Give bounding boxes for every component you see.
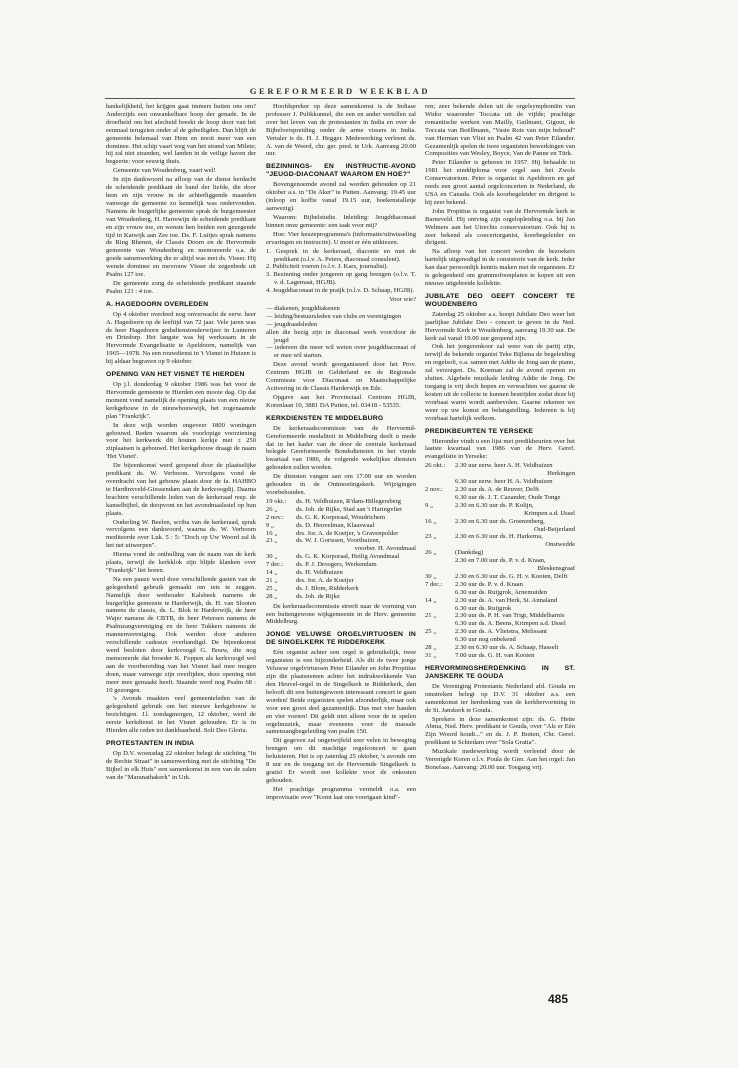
schedule-row	[266, 530, 416, 538]
article-heading: PREDIKBEURTEN TE YERSEKE	[425, 427, 534, 435]
schedule-row	[425, 518, 575, 526]
schedule-entry: 2.30 en 6.30 uur ds. P. Kolijn,	[455, 501, 534, 509]
subheading: Voor wie?	[389, 296, 416, 304]
schedule-row	[425, 541, 575, 549]
list-item: 3. Bezinning onder jongeren op gang brengen (o.l.v. T. v. d. Lagemaat, HGJB).	[266, 271, 416, 287]
paragraph: Op 4 oktober overleed nog onverwacht de eerw. heer A. Hagedoorn op de leeftijd van 72 jaar. Vele jaren was de heer Hagedoorn godsdienstonderwijzer in Lunteren en Driedorp. Het langste was hij werkzaam in de Hervormde Evangelisatie te Apeldoorn, namelijk van 1965—1978. Na een rouwdienst in 't Visnet in Huizen is hij aldaar begraven op 9 oktober.	[106, 310, 256, 366]
schedule-date: 9 „	[266, 521, 274, 529]
page-number: 485	[548, 992, 569, 1006]
paragraph: hankelijkheid, het krijgen gaat immers buiten ons om? Anderzijds een onwankelbare hoop der genade. In de droefheid om het afscheid breekt de hoop door van het eenmaal terugzien onder al de geheiligden. Dan blijft de gemeente helemaal van Hem en nooit meer van een dominee. Het schip vaart weg van het strand van Milete; hij zal niet stranden, wel landen in de veilige haven der begeerte: voor eeuwig thuis.	[106, 103, 256, 166]
schedule-row	[266, 577, 416, 585]
paragraph: Waarom: Bijbelstudie. Inleiding: Jeugddiaconaat binnen onze gemeente: een taak voor mij?	[266, 213, 416, 229]
paragraph: Deze avond wordt georganiseerd door het Prov. Centrum HGJB in Gelderland en de Regionale Commissie voor Diaconaat en Maatschappelijke Activering in de Classis Harderwijk en Ede.	[266, 361, 416, 392]
paragraph: Opgave aan het Provinciaal Centrum HGJB, Korenlaan 10, 3881 DA Putten, tel. 03418 - 53535.	[266, 393, 416, 409]
schedule-date: 28 „	[425, 644, 437, 652]
schedule-date: 16 „	[425, 517, 437, 525]
schedule-date	[425, 470, 455, 478]
column-1	[106, 103, 256, 783]
list-item: — iedereen die meer wil weten over jeugddiaconaat of er mee wil starten.	[266, 344, 416, 360]
masthead: GEREFORMEERD WEEKBLAD	[249, 86, 431, 96]
schedule-row	[425, 652, 575, 660]
schedule-entry: Herkingen	[547, 470, 575, 478]
paragraph: 's Avonds maakten veel gemeenteleden van de gelegenheid gebruik om het nieuwe kerkgebouw te bezichtigen. J.l. zondagmorgen, 12 oktober, werd de eerste kerkdienst in het Visnet gehouden. Er is in Hierden alle reden tot dankbaarheid. Soli Deo Gloria.	[106, 695, 256, 735]
paragraph: De gemeente zong de scheidende predikant staande Psalm 121 : 4 toe.	[106, 279, 256, 295]
schedule-date: 2 nov.:	[425, 485, 443, 493]
article-heading: HERVORMINGSHERDENKING IN ST. JANSKERK TE GOUDA	[425, 664, 575, 680]
schedule-entry: 2.30 en 6.30 uur ds. A. Schaap, Hasselt	[455, 644, 559, 652]
schedule-date	[425, 494, 455, 502]
schedule-date: 25 „	[425, 628, 437, 636]
schedule-entry: 2.30 en 6.30 uur ds. G. H. v. Kooten, Delft	[455, 572, 568, 580]
schedule-entry: Krimpen a.d. IJssel	[524, 509, 575, 517]
schedule-date	[425, 541, 455, 549]
schedule-date	[425, 565, 455, 573]
paragraph: Het prachtige programma vermeldt o.a. een improvisatie over "Komt laat ons voortgaan kind"-	[266, 785, 416, 801]
schedule-entry: 2.30 en 7.00 uur ds. P. v. d. Kraan,	[455, 557, 546, 565]
paragraph: Muzikale medewerking wordt verleend door de Verenigde Koren o.l.v. Poula de Gier. Aan het orgel: Jan Bonefaas. Aanvang: 20.00 uur. Toegang vrij.	[425, 748, 575, 771]
paragraph: De diensten vangen aan om 17.00 uur en worden gehouden in de Ontmoetingskerk. Wijzigingen voorbehouden.	[266, 473, 416, 496]
article-heading: JUBILATE DEO GEEFT CONCERT TE WOUDENBERG	[425, 292, 575, 308]
schedule-date: 26 okt.:	[425, 462, 446, 470]
schedule-row	[425, 612, 575, 620]
article-heading: BEZINNINGS- EN INSTRUCTIE-AVOND "JEUGD-DIACONAAT WAAROM EN HOE?"	[266, 163, 416, 179]
schedule-entry: 2.30 uur ds. A. Vlietstra, Melissant	[455, 628, 548, 636]
schedule-date: 14 „	[425, 596, 437, 604]
schedule-entry: 2.30 uur ds. A. de Reuver, Delft	[455, 485, 539, 493]
schedule-entry: 6.30 uur eerw. heer H. A. Veldhuizen	[455, 478, 553, 486]
paragraph: Na een pauze werd door verschillende gasten van de gelegenheid gebruik gemaakt om iets te zeggen. Namelijk door wethouder Kalsbeek namens de burgerlijke gemeente te Harderwijk, ds. H. van Slooten namens de classis, ds. L. Blok te Harderwijk, de heer Wajer namens de CBTB, de heer Petersen namens de Psalmzangvereniging en de heer Tukkers namens de mannenvereniging. Ook werden door anderen verschillende cadeaux overhandigd. De bijeenkomst werd besloten door kerkvoogd G. Bouw, die nog memoreerde dat broeder K. Foppen als kerkvoogd wel aan de voorbereiding van het Visnet had mee mogen doen, maar vanwege zijn overlijden, deze opening niet meer mee gemaakt heeft. Staande werd nog Psalm 68 : 10 gezongen.	[106, 575, 256, 694]
schedule-row	[425, 589, 575, 597]
paragraph: ren; zeer bekende delen uit de orgelsymphoniën van Widor waaronder Toccata uit de vijfde; prachtige romantische werken van Mailly, Guilmant, Gigout, de Toccata van Boëllmann, "Vaste Rots van mijn behoud" van Herman van Vliet en Psalm 42 van Peter Eilander. Gezamenlijk spelen de twee organisten bewerkingen van Composities van Wesley, Boyce, Van de Panne en Türk.	[425, 103, 575, 158]
schedule-entry: 2.30 uur ds. P. H. van Trigt, Middelharnis	[455, 612, 565, 620]
schedule-date: 31 „	[425, 652, 437, 659]
list-item: — jeugdraadsleden	[266, 320, 318, 328]
schedule-entry: 7.00 uur ds. G. H. van Kooten	[455, 652, 535, 659]
schedule-date	[425, 620, 455, 628]
paragraph: Hoe: Vier keuzeprogramma's (informatie/uitwisseling ervaringen en instructie). U moet er één uitkiezen.	[266, 230, 416, 246]
schedule-date: 16 „	[266, 529, 278, 537]
article-heading: A. HAGEDOORN OVERLEDEN	[106, 300, 209, 308]
schedule-entry: 2.30 uur ds. A. van Herk, St. Annaland	[455, 596, 558, 604]
list-item: allen die bezig zijn in diaconaal werk voor/door de jeugd	[266, 328, 416, 344]
paragraph: Dit gegeven zal ongetwijfeld zeer velen in beweging brengen om dit machtige orgelconcert te gaan beluisteren. Het is op zaterdag 25 oktober, 's avonds om 8 uur en de toegang tot de Hervormde Singelkerk is gratis! Er wordt een kollekte voor de onkosten gehouden.	[266, 737, 416, 784]
schedule-row	[266, 522, 416, 530]
article-heading: PROTESTANTEN IN INDIA	[106, 739, 195, 747]
paragraph: De Vereniging Protestants Nederland afd. Gouda en omstreken belegt op D.V. 31 oktober a.s. een samenkomst ter herdenking van de kerkhervorming in de St. Janskerk te Gouda.	[425, 682, 575, 714]
schedule-entry: 2.30 uur eerw. heer A. H. Veldhuizen	[455, 462, 553, 470]
paragraph: Hieronder vindt u een lijst met predikbeurten over het laatste kwartaal van 1986 van de Herv. Geref. evangelistie in Yerseke:	[425, 437, 575, 461]
paragraph: Hoofdspreker op deze samenkomst is de Indiase professor J. Pulikkunnel, die een en ander vertellen zal over het leven van de protestanten in India en over de Bijbelverspreiding onder de arme vissers in India. Vertaler is ds. H. J. Hegger. Medewerking verleent ds. A. van de Weerd, chr. ger. pred. te Urk. Aanvang 20.00 uur.	[266, 103, 416, 158]
schedule-entry: ds. J. Blom, Ridderkerk	[296, 584, 359, 592]
schedule-row	[425, 510, 575, 518]
schedule-entry: 6.30 uur ds. A. Beens, Krimpen a.d. IJssel	[455, 620, 566, 628]
article-heading: OPENING VAN HET VISNET TE HIERDEN	[106, 371, 245, 379]
schedule-row	[266, 561, 416, 569]
schedule-row	[266, 593, 416, 601]
schedule-entry: Oud-Beijerland	[533, 525, 575, 533]
paragraph: Eén organist achter een orgel is gebruikelijk, twee organisten is een bijzonderheid. Als dit de twee jonge Veluwse orgelvirtuosen Peter Eilander en John Propitius zijn die plaatsnemen achter het indrukwekkende Van den Heuvel-orgel in de Singelkerk te Ridderkerk, dan belooft dit een buitengewoon interessant concert te gaan worden! Beide organisten spelen afzonderlijk, maar ook voor een groot deel gezamenlijk. Dus met vier handen en vier voeten! Dit geldt niet alleen voor de te spelen orgelmuziek, maar eveneens voor de massale samenzangbegeleiding van psalm 150.	[266, 649, 416, 736]
list-item: 2. Publiciteit voeren (o.l.v. J. Kars, journalist).	[266, 263, 389, 271]
schedule-entry: ds. G. K. Korporaal, Woudrichem	[296, 513, 386, 521]
column-3	[425, 103, 575, 773]
schedule-row	[425, 605, 575, 613]
schedule-date	[425, 557, 455, 565]
schedule-date	[425, 636, 455, 644]
schedule-date	[425, 478, 455, 486]
service-schedule	[266, 498, 416, 601]
list-item: 1. Gesprek in de kerkeraad, diaconie en met de predikant (o.l.v. A. Peters, diaconaal consulent).	[266, 247, 416, 263]
schedule-row	[425, 557, 575, 565]
paragraph: Peter Eilander is geboren in 1957. Hij behaalde in 1981 het einddiploma voor orgel aan het Zwols Conservatorium. Peter is organist in Apeldoorn en gaf reeds een groot aantal orgelconcerten in Nederland, de USA en Canada. Ook als koorbegeleider en dirigent is hij zeer bekend.	[425, 159, 575, 206]
schedule-date: 23 „	[425, 533, 437, 541]
schedule-row	[266, 585, 416, 593]
paragraph: De kerkeraadscommissie van de Hervormd-Gereformeerde modaliteit in Middelburg deelt u mede dat in het kader van de door de centrale kerkeraad belegde Gereformeerde Bondsdiensten in het vierde kwartaal van 1986, de volgende wekelijkse diensten gehouden zullen worden.	[266, 424, 416, 472]
masthead-rule	[105, 98, 575, 99]
schedule-row	[425, 470, 575, 478]
schedule-row	[266, 498, 416, 506]
schedule-date: 7 dec.:	[425, 580, 443, 588]
article-heading: JONGE VELUWSE ORGELVIRTUOSEN IN DE SINGELKERK TE RIDDERKERK	[266, 631, 416, 647]
schedule-entry: 6.30 uur ds. Ruijgrok	[455, 604, 512, 612]
schedule-entry: ds. H. Veldhuizen, R'dam-Hillegersberg	[296, 497, 401, 505]
schedule-date: 26 „	[425, 549, 437, 557]
schedule-date	[425, 526, 455, 534]
schedule-entry: 6.30 uur ds. Ruijgrok, Arnemuiden	[455, 588, 548, 596]
schedule-row	[425, 549, 575, 557]
paragraph: In deze wijk worden ongeveer 1800 woningen gebouwd. Reden waarom als voorlopige voorziening voor het kerkwerk dit houten kerkje met ± 250 zitplaatsen is gebouwd. Het kerkgebouw draagt de naam 'Het Visnet'.	[106, 421, 256, 461]
schedule-entry: voorber. H. Avondmaal	[354, 545, 416, 553]
paragraph: De bijeenkomst werd geopend door de plaatselijke predikant ds. W. Verboom. Vervolgens vond de overdracht van het gebouw plaats door de fa. HAHBO te Hardinxveld-Giessendam aan de kerkvoogdij. Daarna brachten verschillende leden van de kerkeraad resp. de kanselbijbel, de doopvont en het avondmaalsstel op hun plaats.	[106, 462, 256, 517]
schedule-date: 25 „	[266, 584, 278, 592]
schedule-date	[425, 605, 455, 613]
schedule-entry: drs. Jor. A. de Koeijer	[296, 576, 354, 584]
schedule-date: 23 „	[266, 537, 278, 545]
paragraph: Ouderling W. Beelen, scriba van de kerkeraad, sprak vervolgens een dankwoord, waarna ds. W. Verboom mediteerde over Luk. 5 : 5: "Doch op Uw Woord zal ik het net uitwerpen".	[106, 518, 256, 550]
schedule-row	[425, 636, 575, 644]
schedule-row	[425, 573, 575, 581]
schedule-entry: ds. Joh. de Rijke, Stad aan 't Haringvliet	[296, 505, 402, 513]
schedule-date	[425, 510, 455, 518]
schedule-entry: ds. H. Veldhuizen	[296, 569, 343, 577]
schedule-date: 30 „	[266, 553, 278, 561]
list-item: — leiding/bestuursleden van clubs en verenigingen	[266, 312, 402, 320]
schedule-row	[425, 526, 575, 534]
schedule-entry: ds. G. K. Korporaal, Heilig Avondmaal	[296, 553, 400, 561]
schedule-entry: 2.30 uur ds. P. v. d. Kraan	[455, 580, 523, 588]
schedule-entry: 6.30 uur ds. J. T. Cazander, Oude Tonge	[455, 493, 561, 501]
schedule-date: 26 „	[266, 505, 278, 513]
audience-list	[266, 305, 416, 360]
schedule-entry: ds. D. Heuvelman, Klaaswaal	[296, 521, 375, 529]
schedule-entry: 2.30 en 6.30 uur ds. Groenenberg,	[455, 517, 545, 525]
schedule-entry: Bleskensgraaf	[537, 565, 575, 573]
paragraph: Bovengenoemde avond zal worden gehouden op 21 oktober a.s. in "De Aker" te Putten. Aanvang: 19.45 uur (inloop en koffie vanaf 19.15 uur, boekenstalletje aanwezig).	[266, 181, 416, 213]
schedule-row	[425, 565, 575, 573]
paragraph: Op j.l. donderdag 9 oktober 1986 was het voor de Hervormde gemeente te Hierden een mooie dag. Op dat moment vond namelijk de opening plaats van een nieuw kerkgebouw in de nieuwbouwwijk, het zogenaamde plan "Frankrijk".	[106, 381, 256, 420]
paragraph: In zijn dankwoord na afloop van de dienst herdacht de scheidende predikant de band der liefde, die door hem en zijn vrouw in de achterliggende maanden vanwege de gemeente zo kennelijk was ondervonden. Namens de burgerlijke gemeente sprak de burgemeester van Woudenberg, H. Harrewijn de scheidende predikant en zijn vrouw toe, en wenste hen beiden een gezegende tijd in Katwijk aan Zee toe. Ds. F. Luitjes sprak namens de Ring Rhenen, de Classis Doorn en de Hervormde gemeente van Woudenberg en memoreerde o.a. de goede samenwerking die er altijd was met ds. Visser. Hij wenste dominee en mevrouw Visser de zegenbede uit Psalm 127 toe.	[106, 176, 256, 279]
schedule-entry: 2.30 en 6.30 uur ds. H. Harkema,	[455, 533, 543, 541]
schedule-row	[425, 620, 575, 628]
schedule-row	[425, 502, 575, 510]
schedule-row	[425, 644, 575, 652]
list-item: — diakenen, jeugddiakenen	[266, 304, 340, 312]
schedule-row	[266, 553, 416, 561]
paragraph: Gemeente van Woudenberg, vaart wel!	[113, 167, 216, 175]
schedule-date	[425, 589, 455, 597]
schedule-row	[425, 478, 575, 486]
schedule-row	[425, 581, 575, 589]
schedule-date	[266, 545, 296, 553]
schedule-date: 7 dec.:	[266, 561, 284, 569]
paragraph: Op D.V. woensdag 22 oktober belegt de stichting "In de Rechte Straat" in samenwerking met de stichting "De Bijbel in elk Huis" een samenkomst in een van de zalen van de "Maranathakerk" in Urk.	[106, 749, 256, 781]
paragraph: Hierna vond de onthulling van de naam van de kerk plaats, terwijl de kerkklok zijn blijde klanken over "Frankrijk" liet horen.	[106, 551, 256, 574]
schedule-row	[266, 506, 416, 514]
paragraph: Sprekers in deze samenkomst zijn: ds. G. Hette Abma, Ned. Herv. predikant te Gouda, over "Als er Eén Zijn Woord houdt..." en ds. J. P. Boiten, Chr. Geref. predikant te Schiedam over "Sola Gratia".	[425, 715, 575, 747]
schedule-row	[425, 462, 575, 470]
schedule-date: 9 „	[425, 501, 433, 509]
sermon-schedule	[425, 462, 575, 660]
schedule-row	[425, 533, 575, 541]
schedule-date: 19 okt.:	[266, 497, 287, 505]
schedule-entry: Onstwedde	[545, 541, 575, 549]
column-2	[266, 103, 416, 803]
schedule-row	[425, 628, 575, 636]
schedule-entry: ds. Joh. de Rijke	[296, 592, 340, 600]
schedule-entry: 6.30 uur nog onbekend	[455, 636, 516, 644]
schedule-row	[425, 494, 575, 502]
schedule-date: 21 „	[266, 576, 278, 584]
list-item: 4. Jeugddiaconaat in de praijk (o.l.v. D. Schaap, HGJB).	[266, 287, 415, 295]
schedule-entry: (Dankdag)	[455, 549, 484, 557]
schedule-date: 2 nov.:	[266, 513, 284, 521]
paragraph: Na afloop van het concert worden de bezoekers hartelijk uitgenodigd in de consistorie van de kerk. Ieder kan daar persoonlijk kennis maken met de organisten. Er is gelegenheid om grammofoonplaten te kopen uit een nieuwe uitgebreide kollektie.	[425, 248, 575, 287]
schedule-date: 21 „	[425, 612, 437, 620]
schedule-row	[266, 537, 416, 545]
schedule-row	[425, 486, 575, 494]
schedule-date: 30 „	[425, 572, 437, 580]
schedule-row	[266, 569, 416, 577]
schedule-row	[266, 514, 416, 522]
schedule-entry: ds. W. J. Gorissen, Voorthuizen,	[296, 537, 381, 545]
schedule-row	[266, 545, 416, 553]
schedule-entry: ds. P. J. Droogers, Werkendam	[296, 561, 377, 569]
schedule-entry: drs. Jor. A. de Koeijer, 's Gravenpolder	[296, 529, 399, 537]
schedule-row	[425, 597, 575, 605]
paragraph: Zaterdag 25 oktober a.s. hoopt Jubilate Deo weer het jaarlijkse Jubilate Deo - concert te geven in de Ned. Hervormde Kerk te Woudenberg, aanvang 19.30 uur. De kerk zal vanaf 19.00 uur geopend zijn.	[425, 310, 575, 342]
program-list	[266, 248, 416, 295]
paragraph: Ook het jongerenkoor zal weer van de partij zijn, terwijl de bekende organist Teke Bijlsma de begeleiding en orgelsoli, o.a. samen met Addie de Jong aan de piano, zal verzorgen. Ds. Koeman zal de avond openen en sluiten. Algehele muzikale leiding Addie de Jong. De toegang is vrij doch hopen en verwachten we gaarne de kosten uit de collecte te kunnen bestrijden zodat deze bij voorbaat warm wordt aanbevolen. Gaarne rekenen we weer op uw komst en belangstelling. Iedereen is bij voorbaat hartelijk welkom.	[425, 343, 575, 422]
article-heading: KERKDIENSTEN TE MIDDELBURG	[266, 414, 384, 422]
schedule-date: 14 „	[266, 569, 278, 577]
paragraph: De kerkeraadscommissie streeft naar de vorming van een buitengewone wijkgemeente in de Herv. gemeente Middelburg.	[266, 602, 416, 626]
schedule-date: 28 „	[266, 592, 278, 600]
paragraph: John Propitius is organist van de Hervormde kerk te Barneveld. Hij ontving zijn orgelopleiding o.a. bij Jan Welmers aan het Utrechts conservatorium. Ook hij is zeer bekend als concertorganist, koorbegeleider en dirigent.	[425, 207, 575, 247]
